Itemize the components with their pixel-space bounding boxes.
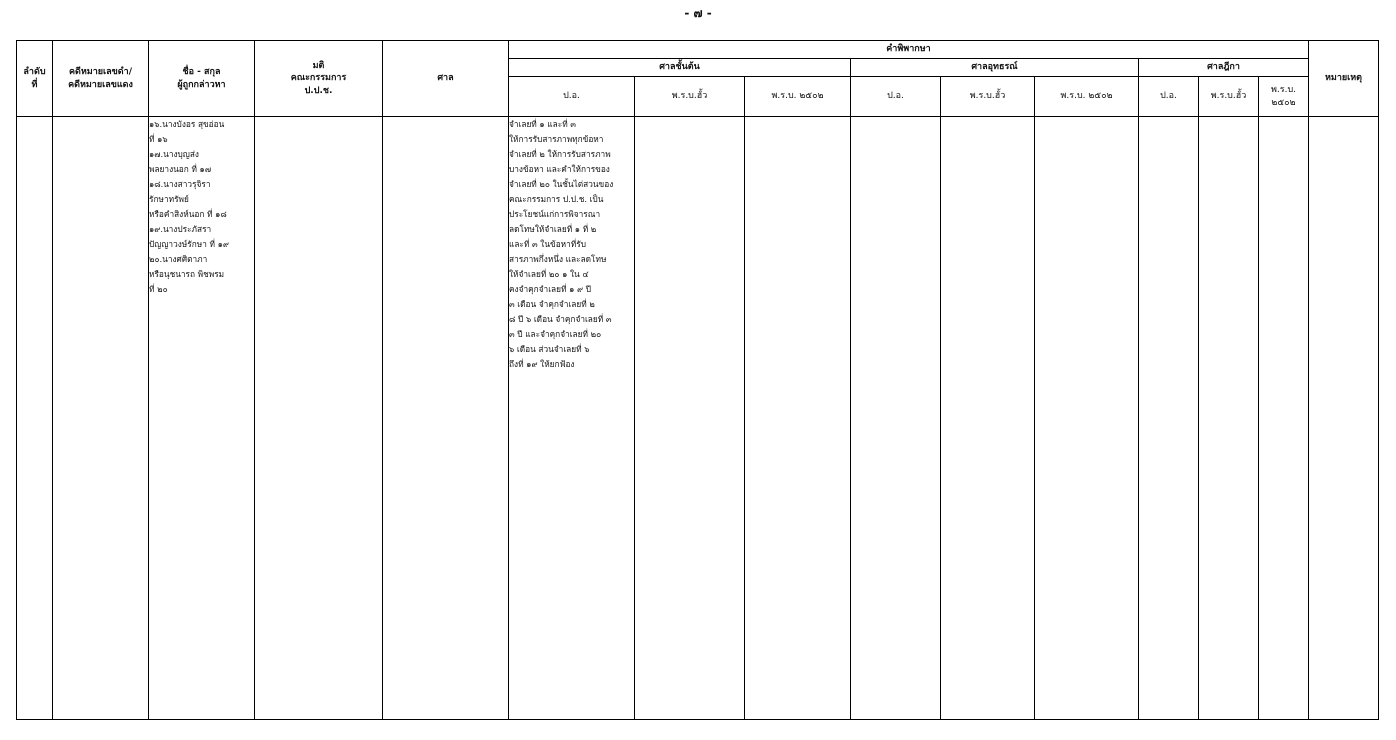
table-row <box>17 117 1379 720</box>
header-case-number: คดีหมายเลขดำ/ คดีหมายเลขแดง <box>53 41 149 117</box>
header-appeal-act: พ.ร.บ.ฮั้ว <box>941 77 1035 117</box>
cell-supreme-act2502 <box>1259 117 1309 720</box>
cell-appeal-act2502 <box>1035 117 1139 720</box>
header-supreme-act: พ.ร.บ.ฮั้ว <box>1199 77 1259 117</box>
accused-line: หรือคำสิงห์นอก ที่ ๑๘ <box>149 209 227 219</box>
judgment-line: ๘ ปี ๖ เดือน จำคุกจำเลยที่ ๓ <box>509 314 612 324</box>
cell-nacc-resolution <box>255 117 383 720</box>
case-report-table <box>16 40 1379 720</box>
header-first-act2502: พ.ร.บ. ๒๕๐๒ <box>745 77 851 117</box>
header-appeal-act2502: พ.ร.บ. ๒๕๐๒ <box>1035 77 1139 117</box>
cell-supreme-act <box>1199 117 1259 720</box>
judgment-line: ให้การรับสารภาพทุกข้อหา <box>509 134 604 144</box>
accused-line: ที่ ๒๐ <box>149 284 168 294</box>
judgment-line: ๓ ปี และจำคุกจำเลยที่ ๒๐ <box>509 329 602 339</box>
header-nacc-resolution: มติ คณะกรรมการ ป.ป.ช. <box>255 41 383 117</box>
judgment-line: ถึงที่ ๑๙ ให้ยกฟ้อง <box>509 359 575 369</box>
page-number: - ๗ - <box>684 6 712 20</box>
cell-supreme-po <box>1139 117 1199 720</box>
judgment-line: ให้จำเลยที่ ๒๐ ๑ ใน ๔ <box>509 269 589 279</box>
judgment-line: คณะกรรมการ ป.ป.ช. เป็น <box>509 194 604 204</box>
header-accused-name: ชื่อ - สกุล ผู้ถูกกล่าวหา <box>149 41 255 117</box>
accused-line: ๑๘.นางสาวรุจิรา <box>149 179 211 189</box>
accused-line: ๑๗.นางบุญส่ง <box>149 149 199 159</box>
cell-first-act <box>635 117 745 720</box>
header-first-act: พ.ร.บ.ฮั้ว <box>635 77 745 117</box>
header-judgment: คำพิพากษา <box>509 41 1309 59</box>
judgment-line: คงจำคุกจำเลยที่ ๑ ๙ ปี <box>509 284 591 294</box>
accused-line: พลยางนอก ที่ ๑๗ <box>149 164 212 174</box>
judgment-line: ๖ เดือน ส่วนจำเลยที่ ๖ <box>509 344 590 354</box>
judgment-line: และที่ ๓ ในข้อหาที่รับ <box>509 239 587 249</box>
cell-seq <box>17 117 53 720</box>
accused-line: ที่ ๑๖ <box>149 134 168 144</box>
judgment-line: ลดโทษให้จำเลยที่ ๑ ที่ ๒ <box>509 224 597 234</box>
accused-line: หรือนุชนารถ พิชพรม <box>149 269 225 279</box>
judgment-line: สารภาพกึ่งหนึ่ง และลดโทษ <box>509 254 607 264</box>
cell-court <box>383 117 509 720</box>
judgment-line: ประโยชน์แก่การพิจารณา <box>509 209 601 219</box>
accused-line: ๑๖.นางบังอร สุขอ่อน <box>149 119 225 129</box>
header-first-po: ป.อ. <box>509 77 635 117</box>
cell-appeal-po <box>851 117 941 720</box>
accused-line: ๑๙.นางประภัสรา <box>149 224 212 234</box>
header-court-appeal: ศาลอุทธรณ์ <box>851 59 1139 77</box>
judgment-line: จำเลยที่ ๑ และที่ ๓ <box>509 119 576 129</box>
cell-case-number <box>53 117 149 720</box>
header-appeal-po: ป.อ. <box>851 77 941 117</box>
judgment-line: ๓ เดือน จำคุกจำเลยที่ ๒ <box>509 299 595 309</box>
cell-first-act2502 <box>745 117 851 720</box>
accused-line: ๒๐.นางศศิตาภา <box>149 254 208 264</box>
header-seq: ลำดับ ที่ <box>17 41 53 117</box>
header-court: ศาล <box>383 41 509 117</box>
judgment-line: บางข้อหา และคำให้การของ <box>509 164 610 174</box>
cell-remarks <box>1309 117 1379 720</box>
judgment-line: จำเลยที่ ๒๐ ในชั้นไต่สวนของ <box>509 179 614 189</box>
header-remarks: หมายเหตุ <box>1309 41 1379 117</box>
judgment-line: จำเลยที่ ๒ ให้การรับสารภาพ <box>509 149 611 159</box>
header-court-first-instance: ศาลชั้นต้น <box>509 59 851 77</box>
cell-accused-names <box>149 117 255 720</box>
cell-appeal-act <box>941 117 1035 720</box>
header-supreme-po: ป.อ. <box>1139 77 1199 117</box>
accused-line: รักษาทรัพย์ <box>149 194 189 204</box>
header-supreme-act2502: พ.ร.บ. ๒๕๐๒ <box>1259 77 1309 117</box>
header-court-supreme: ศาลฎีกา <box>1139 59 1309 77</box>
accused-line: ปัญญาวงษ์รักษา ที่ ๑๙ <box>149 239 229 249</box>
cell-first-po-judgment <box>509 117 635 720</box>
